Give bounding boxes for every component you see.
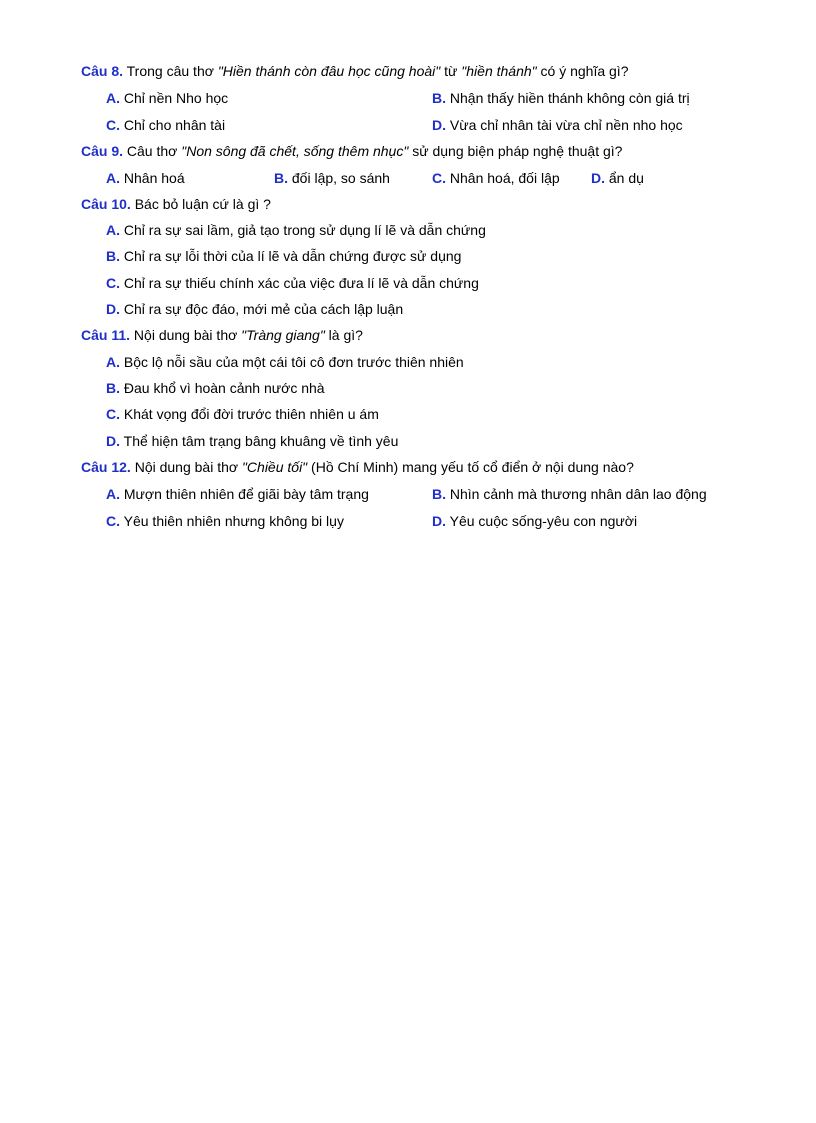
- option-text: Chỉ ra sự độc đáo, mới mẻ của cách lập luận: [120, 301, 404, 317]
- option-letter: C.: [106, 406, 120, 422]
- option-d: [106, 300, 403, 318]
- question-text: Trong câu thơ: [123, 63, 218, 79]
- option-b: [106, 247, 461, 265]
- option-text: đối lập, so sánh: [288, 170, 390, 186]
- option-d: [591, 169, 644, 187]
- option-letter: D.: [591, 170, 605, 186]
- question-text: Câu thơ: [123, 143, 182, 159]
- question-8: [81, 62, 628, 80]
- option-text: Chỉ ra sự sai lầm, giả tạo trong sử dụng lí lẽ và dẫn chứng: [120, 222, 486, 238]
- option-b: [432, 89, 690, 107]
- question-number: Câu 10.: [81, 196, 131, 212]
- option-c: [432, 169, 560, 187]
- question-text: Nội dung bài thơ: [130, 459, 242, 475]
- option-text: ẩn dụ: [605, 170, 644, 186]
- option-d: [106, 432, 398, 450]
- option-letter: D.: [106, 301, 120, 317]
- option-c: [106, 274, 479, 292]
- quoted-title: "Chiều tối": [241, 459, 308, 475]
- option-text: Mượn thiên nhiên để giãi bày tâm trạng: [120, 486, 369, 502]
- quoted-verse: "Hiền thánh còn đâu học cũng hoài": [217, 63, 441, 79]
- option-letter: A.: [106, 222, 120, 238]
- option-text: Đau khổ vì hoàn cảnh nước nhà: [120, 380, 325, 396]
- option-d: [432, 116, 683, 134]
- option-letter: C.: [106, 275, 120, 291]
- option-letter: D.: [432, 513, 446, 529]
- option-c: [106, 512, 344, 530]
- question-text: sử dụng biện pháp nghệ thuật gì?: [408, 143, 623, 159]
- option-b: [274, 169, 390, 187]
- option-letter: A.: [106, 90, 120, 106]
- option-c: [106, 116, 225, 134]
- question-text: từ: [440, 63, 462, 79]
- option-a: [106, 221, 486, 239]
- option-letter: D.: [432, 117, 446, 133]
- option-c: [106, 405, 379, 423]
- option-b: [106, 379, 325, 397]
- option-letter: B.: [432, 90, 446, 106]
- question-text: (Hồ Chí Minh) mang yếu tố cổ điển ở nội dung nào?: [307, 459, 634, 475]
- option-letter: A.: [106, 486, 120, 502]
- option-letter: C.: [432, 170, 446, 186]
- question-10: [81, 195, 271, 213]
- option-letter: A.: [106, 354, 120, 370]
- option-a: [106, 89, 228, 107]
- option-text: Yêu thiên nhiên nhưng không bi lụy: [120, 513, 344, 529]
- option-letter: A.: [106, 170, 120, 186]
- question-number: Câu 12.: [81, 459, 131, 475]
- option-b: [432, 485, 707, 503]
- option-text: Nhận thấy hiền thánh không còn giá trị: [446, 90, 690, 106]
- question-number: Câu 11.: [81, 327, 131, 343]
- option-text: Nhân hoá, đối lập: [446, 170, 560, 186]
- question-11: [81, 326, 363, 344]
- option-text: Nhân hoá: [120, 170, 185, 186]
- option-a: [106, 485, 369, 503]
- option-text: Chỉ nền Nho học: [120, 90, 229, 106]
- option-letter: B.: [432, 486, 446, 502]
- option-letter: B.: [274, 170, 288, 186]
- option-d: [432, 512, 637, 530]
- option-a: [106, 353, 464, 371]
- option-text: Bộc lộ nỗi sầu của một cái tôi cô đơn trước thiên nhiên: [120, 354, 464, 370]
- quoted-title: "Tràng giang": [241, 327, 325, 343]
- option-letter: C.: [106, 117, 120, 133]
- question-number: Câu 8.: [81, 63, 124, 79]
- option-letter: B.: [106, 380, 120, 396]
- question-text: Bác bỏ luận cứ là gì ?: [130, 196, 271, 212]
- option-text: Thể hiện tâm trạng bâng khuâng về tình yêu: [120, 433, 399, 449]
- question-text: có ý nghĩa gì?: [536, 63, 629, 79]
- option-letter: B.: [106, 248, 120, 264]
- question-12: [81, 458, 634, 476]
- option-letter: D.: [106, 433, 120, 449]
- question-number: Câu 9.: [81, 143, 124, 159]
- option-text: Chỉ cho nhân tài: [120, 117, 226, 133]
- question-9: [81, 142, 622, 160]
- option-letter: C.: [106, 513, 120, 529]
- option-text: Chỉ ra sự lỗi thời của lí lẽ và dẫn chứng được sử dụng: [120, 248, 462, 264]
- question-text: Nội dung bài thơ: [130, 327, 242, 343]
- question-text: là gì?: [324, 327, 363, 343]
- option-text: Khát vọng đổi đời trước thiên nhiên u ám: [120, 406, 379, 422]
- quoted-verse: "Non sông đã chết, sống thêm nhục": [181, 143, 409, 159]
- option-a: [106, 169, 185, 187]
- quoted-term: "hiền thánh": [461, 63, 537, 79]
- option-text: Chỉ ra sự thiếu chính xác của việc đưa lí lẽ và dẫn chứng: [120, 275, 479, 291]
- option-text: Nhìn cảnh mà thương nhân dân lao động: [446, 486, 707, 502]
- option-text: Vừa chỉ nhân tài vừa chỉ nền nho học: [446, 117, 683, 133]
- option-text: Yêu cuộc sống-yêu con người: [446, 513, 638, 529]
